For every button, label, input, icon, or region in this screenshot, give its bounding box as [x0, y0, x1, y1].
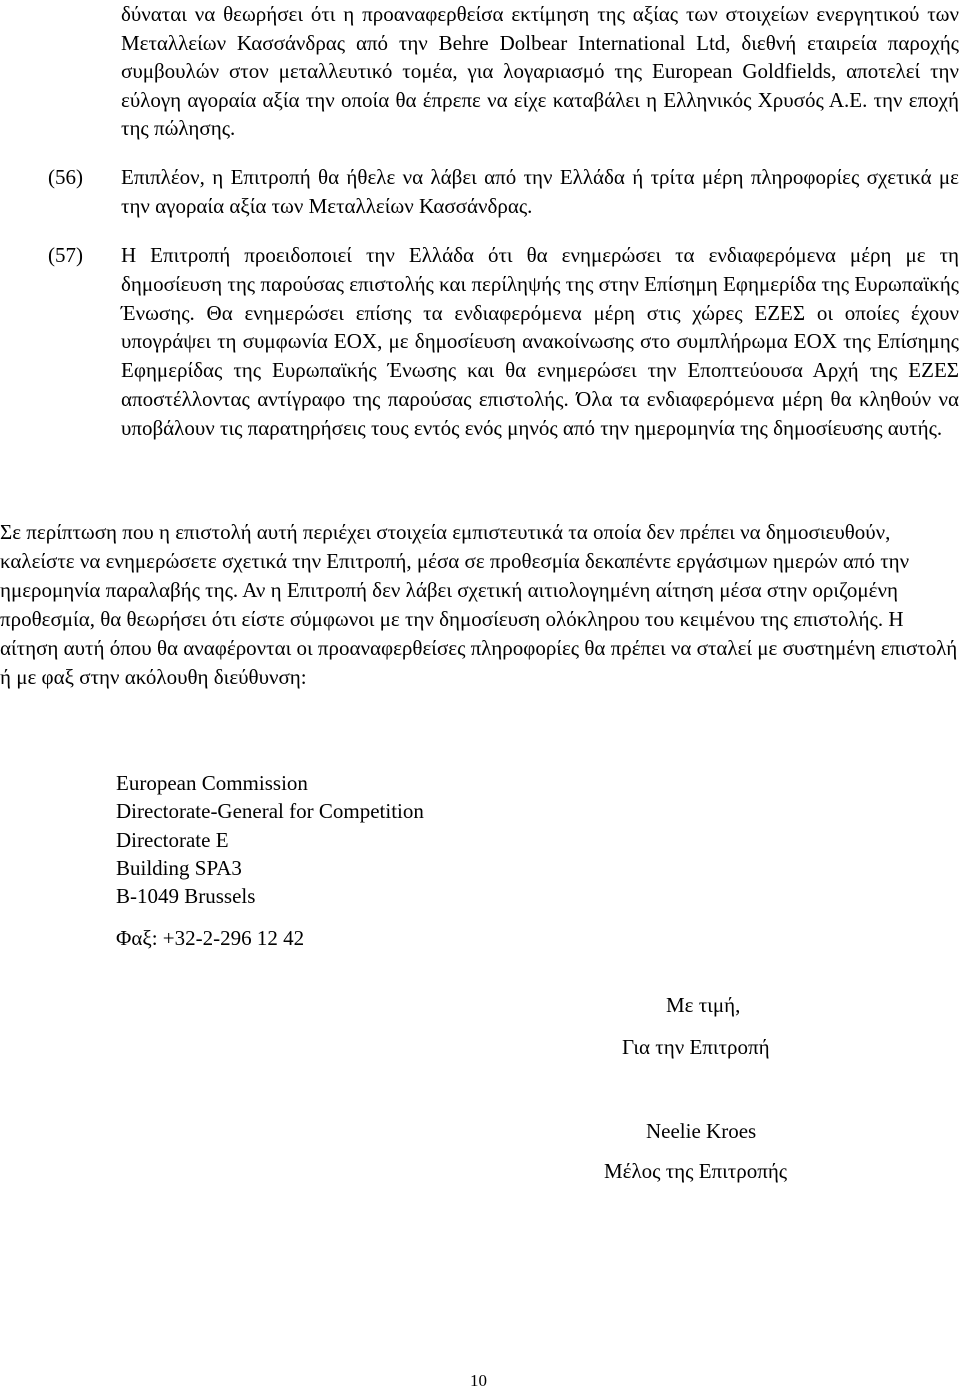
on-behalf-line: Για την Επιτροπή — [622, 1035, 770, 1059]
address-block — [116, 769, 424, 910]
intro-paragraph: δύναται να θεωρήσει ότι η προαναφερθείσα εκτίμηση της αξίας των στοιχείων ενεργητικού των Μεταλλείων Κασσάνδρας από την Behre Dolbear International Ltd, διεθνή εταιρεία παροχής συμβουλών στον μεταλλευτικό τομέα, για λογαριασμό της European Goldfields, αποτελεί την εύλογη αγοραία αξία την οποία θα έπρεπε να είχε καταβάλει η Ελληνικός Χρυσός Α.Ε. την εποχή της πώλησης. — [121, 2, 959, 141]
paragraph-number: (56) — [48, 165, 83, 189]
closing-salutation: Με τιμή, — [666, 993, 741, 1017]
confidentiality-paragraph: Σε περίπτωση που η επιστολή αυτή περιέχει στοιχεία εμπιστευτικά τα οποία δεν πρέπει να δημοσιευθούν, καλείστε να ενημερώσετε σχετικά την Επιτροπή, μέσα σε προθεσμία δεκαπέντε εργάσιμων ημερών από την ημερομηνία παραλαβής της. Αν η Επιτροπή δεν λάβει σχετική αιτιολογημένη αίτηση μέσα στην οριζομένη προθεσμία, θα θεωρήσει ότι είστε σύμφωνοι με την δημοσίευση ολόκληρου του κειμένου της επιστολής. Η αίτηση αυτή όπου θα αναφέρονται οι προαναφερθείσες πληροφορίες θα πρέπει να σταλεί με συστημένη επιστολή ή με φαξ στην ακόλουθη διεύθυνση: — [0, 520, 958, 690]
address-line: B-1049 Brussels — [116, 884, 256, 909]
fax-number: Φαξ: +32-2-296 12 42 — [116, 926, 305, 950]
signer-name: Neelie Kroes — [646, 1119, 757, 1143]
paragraph-number: (57) — [48, 243, 83, 267]
address-line: Directorate E — [116, 827, 229, 852]
address-line: Directorate-General for Competition — [116, 799, 424, 824]
signer-title: Μέλος της Επιτροπής — [604, 1159, 788, 1183]
page-number: 10 — [470, 1371, 487, 1390]
paragraph-text: Επιπλέον, η Επιτροπή θα ήθελε να λάβει από την Ελλάδα ή τρίτα μέρη πληροφορίες σχετικά με την αγοραία αξία των Μεταλλείων Κασσάνδρας. — [121, 165, 959, 218]
paragraph-57 — [48, 241, 959, 443]
address-line: Building SPA3 — [116, 855, 242, 880]
address-line: European Commission — [116, 771, 308, 795]
paragraph-text: Η Επιτροπή προειδοποιεί την Ελλάδα ότι θα ενημερώσει τα ενδιαφερόμενα μέρη με τη δημοσίευση της παρούσας επιστολής και περίληψής της στην Επίσημη Εφημερίδα της Ευρωπαϊκής Ένωσης. Θα ενημερώσει επίσης τα ενδιαφερόμενα μέρη στις χώρες ΕΖΕΣ οι οποίες έχουν υπογράψει τη συμφωνία ΕΟΧ, με δημοσίευση ανακοίνωσης στο συμπλήρωμα ΕΟΧ της Επίσημης Εφημερίδας της Ευρωπαϊκής Ένωσης και θα ενημερώσει την Εποπτεύουσα Αρχή της ΕΖΕΣ αποστέλλοντας αντίγραφο της παρούσας επιστολής. Όλα τα ενδιαφερόμενα μέρη θα κληθούν να υποβάλουν τις παρατηρήσεις τους εντός ενός μηνός από την ημερομηνία της δημοσίευσης αυτής. — [121, 243, 959, 440]
paragraph-56 — [48, 163, 959, 220]
